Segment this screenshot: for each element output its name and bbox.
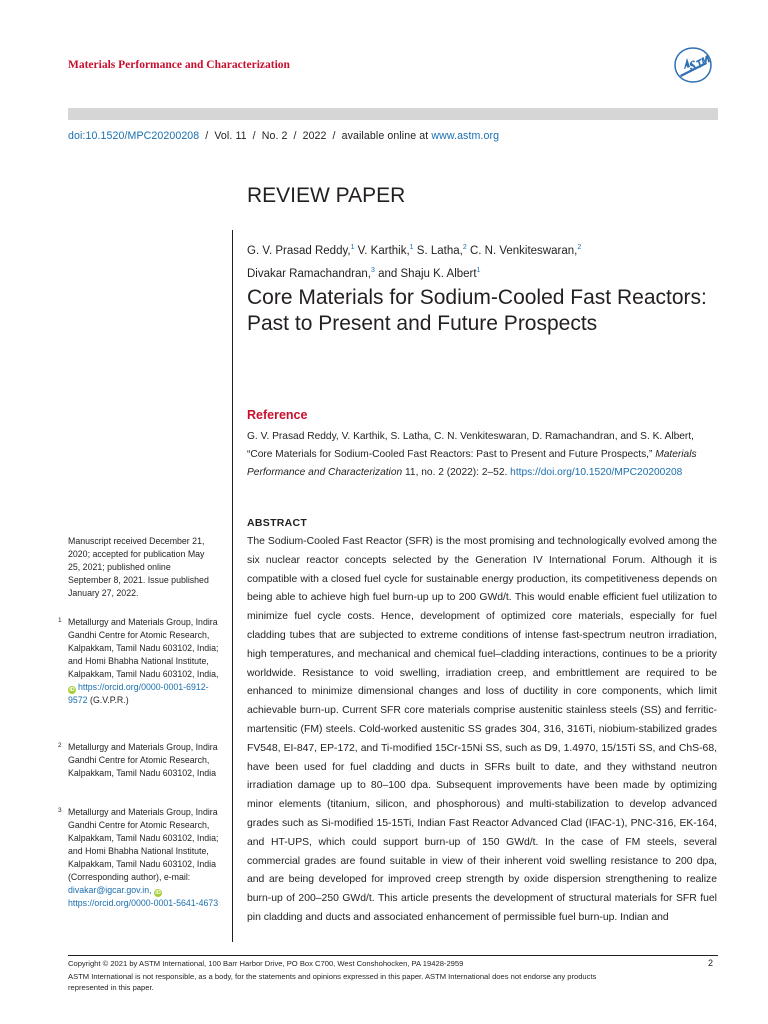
citation-journal: Materials Performance and Characterization [247, 449, 697, 478]
doi-link[interactable]: doi:10.1520/MPC20200208 [68, 130, 200, 142]
affiliation-marker[interactable]: 1 [476, 267, 481, 274]
affiliation-marker[interactable]: 1 [350, 244, 355, 251]
orcid-icon: iD [69, 687, 75, 693]
affiliation-marker[interactable]: 2 [462, 244, 467, 251]
issue-line [68, 130, 499, 142]
affiliation-text: Metallurgy and Materials Group, Indira Gandhi Centre for Atomic Research, Kalpakkam, Tamil Nadu 603102, India [68, 742, 218, 778]
volume: Vol. 11 [214, 130, 247, 142]
affiliation-marker[interactable]: 3 [371, 267, 375, 274]
author-name: C. N. Venkiteswaran, [469, 245, 578, 257]
copyright-notice: Copyright © 2021 by ASTM International, 100 Barr Harbor Drive, PO Box C700, West Conshohocken, PA 19428-2959 [68, 959, 464, 968]
affiliation-2 [58, 741, 223, 780]
website-link[interactable]: www.astm.org [431, 130, 500, 142]
header-bar [68, 108, 718, 120]
author-name: Divakar Ramachandran, [247, 268, 372, 280]
affiliation-marker[interactable]: 1 [409, 244, 414, 251]
separator: / [293, 130, 297, 142]
citation-details: 11, no. 2 (2022): 2–52. [405, 467, 508, 478]
author-name: and Shaju K. Albert [378, 268, 477, 280]
email-link[interactable]: divakar@igcar.gov.in, [68, 885, 152, 895]
reference-heading: Reference [247, 408, 308, 422]
manuscript-history: Manuscript received December 21, 2020; accepted for publication May 25, 2021; published online September 8, 2021. Issue published January 27, 2022. [68, 536, 209, 598]
article-type-label: REVIEW PAPER [247, 184, 406, 207]
orcid-link[interactable]: https://orcid.org/0000-0001-6912-9572 [68, 682, 209, 705]
author-initials: (G.V.P.R.) [90, 695, 129, 705]
author-list [247, 238, 581, 284]
orcid-link[interactable]: https://orcid.org/0000-0001-5641-4673 [68, 898, 219, 908]
paper-title: Core Materials for Sodium-Cooled Fast Reactors: Past to Present and Future Prospects [247, 286, 707, 335]
affiliation-1 [58, 616, 223, 707]
affiliation-number: 2 [58, 742, 62, 749]
separator: / [252, 130, 256, 142]
available-online-label: available online at [341, 130, 429, 142]
affiliation-marker[interactable]: 2 [577, 244, 582, 251]
affiliation-text: Metallurgy and Materials Group, Indira Gandhi Centre for Atomic Research, Kalpakkam, Tamil Nadu 603102, India; and Homi Bhabha National Institute, Kalpakkam, Tamil Nadu 603102, India, [68, 617, 219, 679]
astm-logo [671, 45, 715, 85]
reference-citation [247, 428, 717, 482]
column-divider [232, 230, 233, 942]
disclaimer: ASTM International is not responsible, as a body, for the statements and opinions expressed in this paper. ASTM International does not endorse any products represented in this paper. [68, 972, 597, 992]
journal-name: Materials Performance and Characterization [68, 59, 290, 71]
author-name: G. V. Prasad Reddy, [247, 245, 351, 257]
citation-text: G. V. Prasad Reddy, V. Karthik, S. Latha, C. N. Venkiteswaran, D. Ramachandran, and S. K. Albert, “Core Materials for Sodium-Cooled Fast Reactors: Past to Present and Future Prospects,” [247, 431, 694, 460]
issue-number: No. 2 [261, 130, 288, 142]
orcid-icon: iD [155, 890, 161, 896]
abstract-heading: ABSTRACT [247, 517, 308, 529]
affiliation-number: 3 [58, 807, 62, 814]
affiliation-text: Metallurgy and Materials Group, Indira Gandhi Centre for Atomic Research, Kalpakkam, Tamil Nadu 603102, India; and Homi Bhabha National Institute, Kalpakkam, Tamil Nadu 603102, India (Corresponding author), e-mail: [68, 807, 219, 882]
footer-divider [68, 955, 718, 956]
separator: / [332, 130, 336, 142]
separator: / [205, 130, 209, 142]
affiliation-3 [58, 806, 223, 910]
citation-doi-link[interactable]: https://doi.org/10.1520/MPC20200208 [510, 467, 683, 478]
author-name: V. Karthik, [357, 245, 410, 257]
affiliation-number: 1 [58, 617, 62, 624]
year: 2022 [302, 130, 327, 142]
author-name: S. Latha, [416, 245, 463, 257]
page-number: 2 [708, 958, 714, 968]
abstract-text: The Sodium-Cooled Fast Reactor (SFR) is the most promising and technologically evolved among the six nuclear reactor concepts selected by the Generation IV International Forum. Although it is compatible with a closed fuel cycle for sustainable energy production, its competitiveness depends on being able to achieve high fuel burn-up up to 200 GWd/t. This would enable efficient fuel utilization to minimize fuel cycle costs. Hence, development of optimized core materials, especially for fuel cladding tubes that are subjected to extreme conditions of intense fast-spectrum neutron irradiation, high temperatures, and mechanical and chemical fuel–cladding interactions, continues to be a priority worldwide. Resistance to void swelling, irradiation creep, and embrittlement are required to be enhanced to minimize dimensional changes and loss of ductility in core components, which limit achievable burn-up. Current SFR core materials comprise austenitic stainless steels (SS) and ferritic-martensitic (FM) steels. Cold-worked austenitic SS grades 304, 316, 316Ti, niobium-stabilized grades FV548, EI-847, EP-172, and Ti-modified 15Cr-15Ni SS, such as D9, 1.4970, 15/15Ti SS, and ChS-68, have been used for fuel cladding and ducts in SFRs built to date, and they withstand neutron irradiation damage up to 80–100 dpa. Subsequent improvements have been made by optimizing minor elements (titanium, silicon, and phosphorous) and multi-stabilization to develop advanced grades such as Si-modified 15-15Ti, Indian Fast Reactor Advanced Clad (IFAC-1), PNC-316, EK-164, and HT-UPS, which could support burn-up of 150 GWd/t. In the case of FM steels, several commercial grades are found suitable in view of their inherent void swelling resistance to 200 dpa, and are being developed for improved creep strength by oxide dispersion strengthening to realize burn-up of 200–250 GWd/t. This article presents the development of structural materials for SFR fuel pin cladding and ducts and associated enhancement of permissible fuel burn-up. Indian and [247, 536, 717, 923]
